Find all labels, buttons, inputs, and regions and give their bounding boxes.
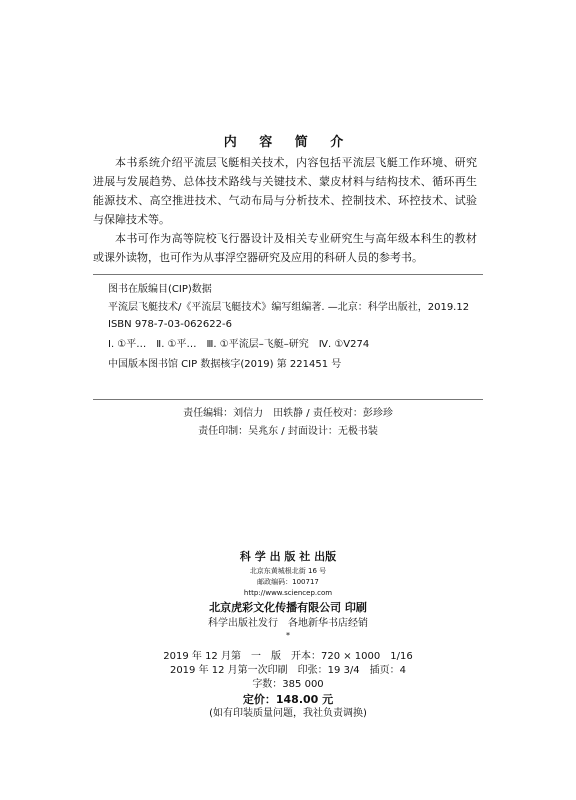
edition-line: 2019 年 12 月第 一 版 开本：720 × 1000 1/16 bbox=[163, 651, 413, 662]
summary-paragraph: 本书系统介绍平流层飞艇相关技术，内容包括平流层飞艇工作环境、研究进展与发展趋势、总体技术路线与关键技术、蒙皮材料与结构技术、循环再生能源技术、高空推进技术、气动布局与分析技术、控制技术、环控技术、试验与保障技术等。 bbox=[93, 156, 477, 226]
cip-heading: 图书在版编目(CIP)数据 bbox=[108, 284, 212, 295]
cip-record-number: 中国版本图书馆 CIP 数据核字(2019) 第 221451 号 bbox=[108, 359, 342, 370]
credits-production: 责任印制：吴兆东 / 封面设计：无极书装 bbox=[198, 426, 378, 437]
publisher-website: http://www.sciencep.com bbox=[243, 589, 333, 597]
cip-catalog-entry: 平流层飞艇技术/《平流层飞艇技术》编写组编著. —北京：科学出版社，2019.12 bbox=[108, 302, 470, 313]
imprint-block bbox=[0, 548, 576, 721]
cip-classification: Ⅰ. ①平… Ⅱ. ①平… Ⅲ. ①平流层–飞艇–研究 Ⅳ. ①V274 bbox=[108, 339, 370, 350]
distribution-line: 科学出版社发行 各地新华书店经销 bbox=[208, 618, 368, 629]
cip-isbn: ISBN 978-7-03-062622-6 bbox=[108, 319, 232, 330]
summary-body bbox=[93, 153, 477, 267]
summary-title: 内 容 简 介 bbox=[223, 135, 353, 150]
divider bbox=[93, 274, 483, 275]
price: 定价：148.00 元 bbox=[242, 693, 334, 706]
printing-line: 2019 年 12 月第一次印刷 印张：19 3/4 插页：4 bbox=[169, 665, 407, 676]
cip-block bbox=[108, 280, 483, 375]
summary-paragraph: 本书可作为高等院校飞行器设计及相关专业研究生与高年级本科生的教材或课外读物，也可作为从事浮空器研究及应用的科研人员的参考书。 bbox=[93, 232, 477, 264]
separator-mark: * bbox=[286, 631, 290, 640]
printer-line: 北京虎彩文化传播有限公司 印刷 bbox=[209, 601, 367, 614]
credits-editors: 责任编辑：刘信力 田轶静 / 责任校对：彭珍珍 bbox=[183, 408, 393, 419]
publisher-postcode: 邮政编码：100717 bbox=[257, 578, 319, 586]
quality-notice: (如有印装质量问题，我社负责调换) bbox=[209, 708, 367, 719]
word-count: 字数：385 000 bbox=[252, 679, 324, 690]
spacer bbox=[0, 640, 576, 650]
credits-block bbox=[0, 405, 576, 441]
divider bbox=[93, 399, 483, 400]
publisher-address: 北京东黄城根北街 16 号 bbox=[249, 567, 327, 575]
publisher-line: 科 学 出 版 社 出版 bbox=[239, 550, 337, 563]
